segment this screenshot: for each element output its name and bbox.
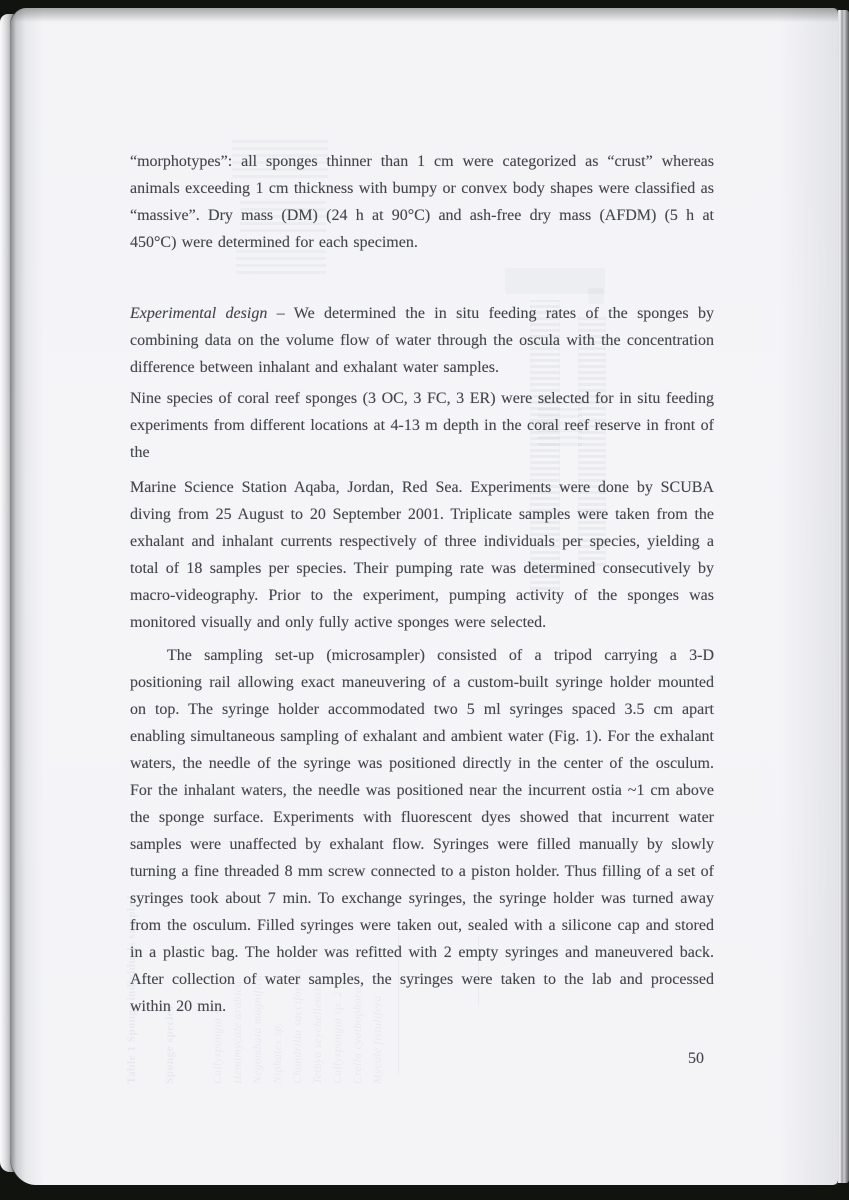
paragraph-experimental-design-body: – We determined the in situ feeding rates of the sponges by combining data on the volume flow of water through the oscula with the concentration difference between inhalant and exhalant water samples. — [130, 305, 714, 376]
paragraph-marine-station: Marine Science Station Aqaba, Jordan, Red Sea. Experiments were done by SCUBA diving from 25 August to 20 September 2001. Triplicate samples were taken from the exhalant and inhalant currents respectively of three individuals per species, yielding a total of 18 samples per species. Their pumping rate was determined consecutively by macro-videography. Prior to the experiment, pumping activity of the sponges was monitored visually and only fully active sponges were selected. — [130, 479, 714, 631]
section-lead-italic: Experimental design — [130, 305, 268, 322]
page-gutter-shadow — [10, 8, 44, 1185]
body-text — [130, 148, 714, 1020]
paragraph-sampling-setup: The sampling set-up (microsampler) consisted of a tripod carrying a 3-D positioning rail allowing exact maneuvering of a custom-built syringe holder mounted on top. The syringe holder accommodated two 5 ml syringes spaced 3.5 cm apart enabling simultaneous sampling of exhalant and ambient water (Fig. 1). For the exhalant waters, the needle of the syringe was positioned directly in the center of the osculum. For the inhalant waters, the needle was positioned near the incurrent ostia ~1 cm above the sponge surface. Experiments with fluorescent dyes showed that incurrent water samples were unaffected by exhalant flow. Syringes were filled manually by slowly turning a fine threaded 8 mm screw connected to a piston holder. Thus filling of a set of syringes took about 7 min. To exchange syringes, the syringe holder was turned away from the osculum. Filled syringes were taken out, sealed with a silicone cap and stored in a plastic bag. The holder was refitted with 2 empty syringes and maneuvered back. After collection of water samples, the syringes were taken to the lab and processed within 20 min. — [130, 647, 714, 1015]
page-number: 50 — [688, 1050, 704, 1067]
page-right-shade — [778, 8, 838, 1185]
paragraph-morphotypes: “morphotypes”: all sponges thinner than 1 cm were categorized as “crust” whereas animals exceeding 1 cm thickness with bumpy or convex body shapes were classified as “massive”. Dry mass (DM) (24 h at 90°C) and ash-free dry mass (AFDM) (5 h at 450°C) were determined for each specimen. — [130, 153, 714, 251]
paragraph-nine-species: Nine species of coral reef sponges (3 OC, 3 FC, 3 ER) were selected for in situ feeding experiments from different locations at 4-13 m depth in the coral reef reserve in front of the — [130, 390, 714, 461]
book-page-edges-right — [838, 10, 849, 1183]
paragraph-experimental-design — [130, 300, 714, 381]
